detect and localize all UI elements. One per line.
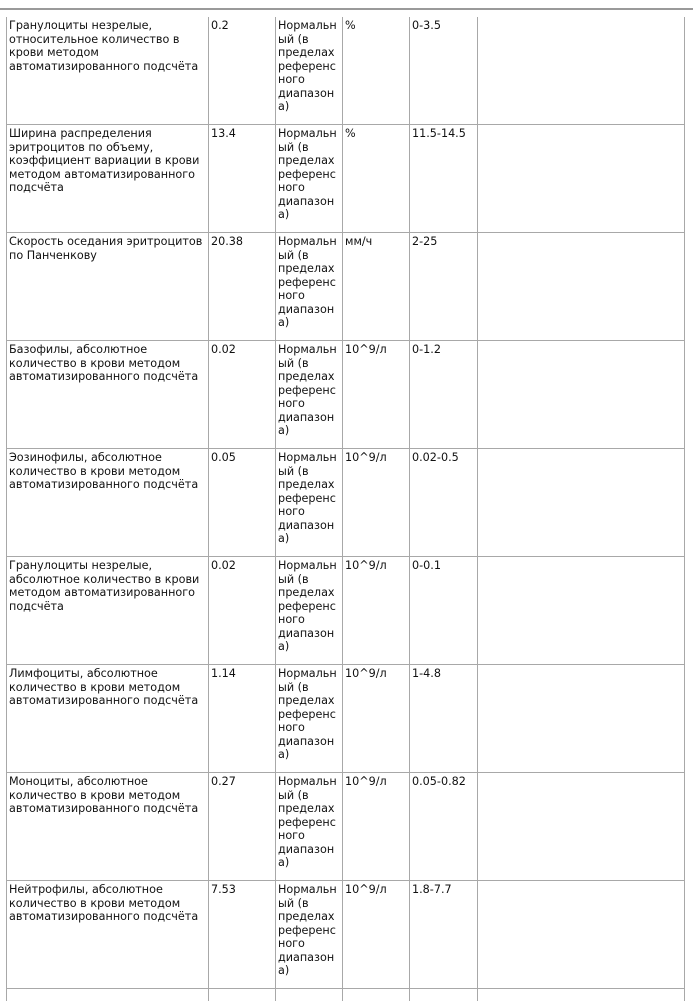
- unit-cell: 10^9/л: [343, 773, 410, 881]
- result-status-cell: Нормальный (в пределах референсного диапазона): [276, 773, 343, 881]
- unit-cell: мм/ч: [343, 233, 410, 341]
- result-status-cell: Нормальный (в пределах референсного диапазона): [276, 233, 343, 341]
- unit-cell: 10^9/л: [343, 449, 410, 557]
- reference-range-cell: 0-0.1: [410, 557, 478, 665]
- test-name-cell: Моноциты, абсолютное количество в крови методом автоматизированного подсчёта: [7, 773, 209, 881]
- unit-cell: 10^9/л: [343, 341, 410, 449]
- comment-cell: [478, 557, 685, 665]
- result-status-cell: Нормальный (в пределах референсного диапазона): [276, 557, 343, 665]
- comment-cell: [478, 17, 685, 125]
- empty-cell: [276, 989, 343, 1001]
- test-name-cell: Эозинофилы, абсолютное количество в крови методом автоматизированного подсчёта: [7, 449, 209, 557]
- comment-cell: [478, 449, 685, 557]
- reference-range-cell: 0.02-0.5: [410, 449, 478, 557]
- test-name-cell: Нейтрофилы, абсолютное количество в крови методом автоматизированного подсчёта: [7, 881, 209, 989]
- table-row: [7, 557, 685, 665]
- table-row: [7, 17, 685, 125]
- comment-cell: [478, 773, 685, 881]
- comment-cell: [478, 665, 685, 773]
- reference-range-cell: 1-4.8: [410, 665, 478, 773]
- unit-cell: %: [343, 17, 410, 125]
- result-status-cell: Нормальный (в пределах референсного диапазона): [276, 665, 343, 773]
- test-name-cell: Гранулоциты незрелые, относительное количество в крови методом автоматизированного подсчёта: [7, 17, 209, 125]
- table-row-partial: [7, 989, 685, 1001]
- reference-range-cell: 11.5-14.5: [410, 125, 478, 233]
- unit-cell: %: [343, 125, 410, 233]
- table-row: [7, 233, 685, 341]
- unit-cell: 10^9/л: [343, 665, 410, 773]
- table-row: [7, 665, 685, 773]
- result-status-cell: Нормальный (в пределах референсного диапазона): [276, 17, 343, 125]
- reference-range-cell: 0-3.5: [410, 17, 478, 125]
- result-status-cell: Нормальный (в пределах референсного диапазона): [276, 341, 343, 449]
- result-value-cell: 1.14: [209, 665, 276, 773]
- test-name-cell: Гранулоциты незрелые, абсолютное количество в крови методом автоматизированного подсчёта: [7, 557, 209, 665]
- table-row: [7, 881, 685, 989]
- empty-cell: [343, 989, 410, 1001]
- table-row: [7, 341, 685, 449]
- result-value-cell: 7.53: [209, 881, 276, 989]
- table-row: [7, 449, 685, 557]
- test-name-cell: Ширина распределения эритроцитов по объему, коэффициент вариации в крови методом автоматизированного подсчёта: [7, 125, 209, 233]
- empty-cell: [410, 989, 478, 1001]
- comment-cell: [478, 233, 685, 341]
- comment-cell: [478, 125, 685, 233]
- comment-cell: [478, 881, 685, 989]
- top-divider: [0, 8, 693, 10]
- result-value-cell: 0.02: [209, 341, 276, 449]
- test-name-cell: Базофилы, абсолютное количество в крови методом автоматизированного подсчёта: [7, 341, 209, 449]
- test-name-cell: Лимфоциты, абсолютное количество в крови методом автоматизированного подсчёта: [7, 665, 209, 773]
- empty-cell: [7, 989, 209, 1001]
- reference-range-cell: 0-1.2: [410, 341, 478, 449]
- result-status-cell: Нормальный (в пределах референсного диапазона): [276, 881, 343, 989]
- unit-cell: 10^9/л: [343, 881, 410, 989]
- empty-cell: [209, 989, 276, 1001]
- comment-cell: [478, 341, 685, 449]
- result-value-cell: 0.05: [209, 449, 276, 557]
- empty-cell: [478, 989, 685, 1001]
- reference-range-cell: 1.8-7.7: [410, 881, 478, 989]
- table-row: [7, 773, 685, 881]
- result-value-cell: 20.38: [209, 233, 276, 341]
- unit-cell: 10^9/л: [343, 557, 410, 665]
- test-name-cell: Скорость оседания эритроцитов по Панченкову: [7, 233, 209, 341]
- lab-results-table: [6, 17, 685, 1001]
- table-row: [7, 125, 685, 233]
- result-value-cell: 0.02: [209, 557, 276, 665]
- result-value-cell: 0.2: [209, 17, 276, 125]
- result-status-cell: Нормальный (в пределах референсного диапазона): [276, 449, 343, 557]
- result-status-cell: Нормальный (в пределах референсного диапазона): [276, 125, 343, 233]
- result-value-cell: 0.27: [209, 773, 276, 881]
- reference-range-cell: 0.05-0.82: [410, 773, 478, 881]
- reference-range-cell: 2-25: [410, 233, 478, 341]
- result-value-cell: 13.4: [209, 125, 276, 233]
